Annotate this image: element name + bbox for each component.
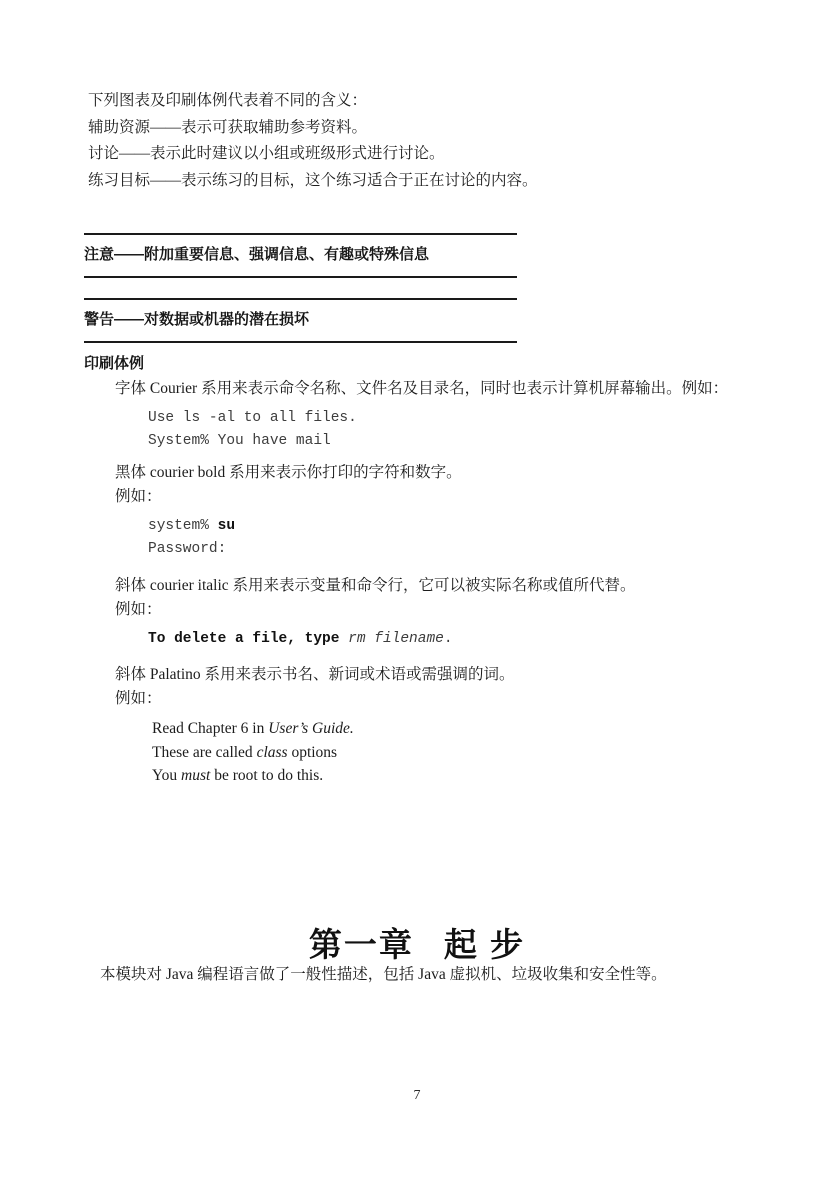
section-desc: 斜体 Palatino 系用来表示书名、新词或术语或需强调的词。 [115,666,515,683]
code-italic-text: rm filename [348,631,444,647]
code-line: Password: [148,541,227,557]
code-plain-text: system% [148,518,218,534]
warning-callout-text: 警告——对数据或机器的潜在损坏 [84,311,310,328]
intro-line: 讨论——表示此时建议以小组或班级形式进行讨论。 [88,145,445,162]
section-desc: 黑体 courier bold 系用来表示你打印的字符和数字。 [115,464,462,481]
note-callout [84,233,517,278]
example-plain-text: be root to do this. [210,767,324,784]
code-line: System% You have mail [148,433,331,449]
page-number: 7 [413,1088,421,1103]
example-label: 例如： [115,601,162,618]
intro-line: 练习目标——表示练习的目标，这个练习适合于正在讨论的内容。 [88,171,538,189]
convention-section-courier-italic [88,574,788,651]
example-plain-text: You [152,767,182,784]
example-label: 例如： [115,488,162,505]
example-plain-text: Read Chapter 6 in [152,720,269,737]
code-bold-text: To delete a file, type [148,631,349,647]
section-desc: 斜体 courier italic 系用来表示变量和命令行，它可以被实际名称或值所代替。 [115,577,636,594]
example-plain-text: These are called [152,743,257,761]
code-bold-text: su [217,518,236,534]
chapter-title-text: 起 步 [443,926,526,963]
convention-section-courier-bold [88,461,788,561]
conventions-heading: 印刷体例 [84,355,145,372]
code-block [148,515,788,561]
note-callout-text: 注意——附加重要信息、强调信息、有趣或特殊信息 [84,246,430,263]
chapter-title-number: 第一章 [308,926,414,963]
section-desc: 字体 Courier 系用来表示命令名称、文件名及目录名，同时也表示计算机屏幕输出。例如： [115,380,729,397]
intro-line: 辅助资源——表示可获取辅助参考资料。 [88,118,368,136]
code-block [148,407,788,453]
example-label: 例如： [115,690,162,707]
palatino-example-line [152,741,788,765]
palatino-example-block [152,717,788,788]
intro-paragraph [88,88,768,194]
chapter-title [0,919,834,966]
warning-callout [84,298,517,343]
chapter-intro: 本模块对 Java 编程语言做了一般性描述，包括 Java 虚拟机、垃圾收集和安全性等。 [100,966,667,983]
code-block [148,628,788,651]
intro-line: 下列图表及印刷体例代表着不同的含义： [88,92,368,109]
code-plain-text: . [443,631,453,647]
palatino-example-line [152,717,788,741]
code-line: Use ls -al to all files. [148,410,357,426]
palatino-example-line [152,764,788,788]
convention-section-courier [88,377,788,453]
example-plain-text: options [287,743,338,761]
code-line [148,628,788,651]
example-italic-text: must [181,767,211,784]
convention-section-palatino [88,663,788,788]
example-italic-text: class [256,743,288,761]
example-italic-text: User’s Guide. [268,720,354,737]
code-line [148,515,788,538]
